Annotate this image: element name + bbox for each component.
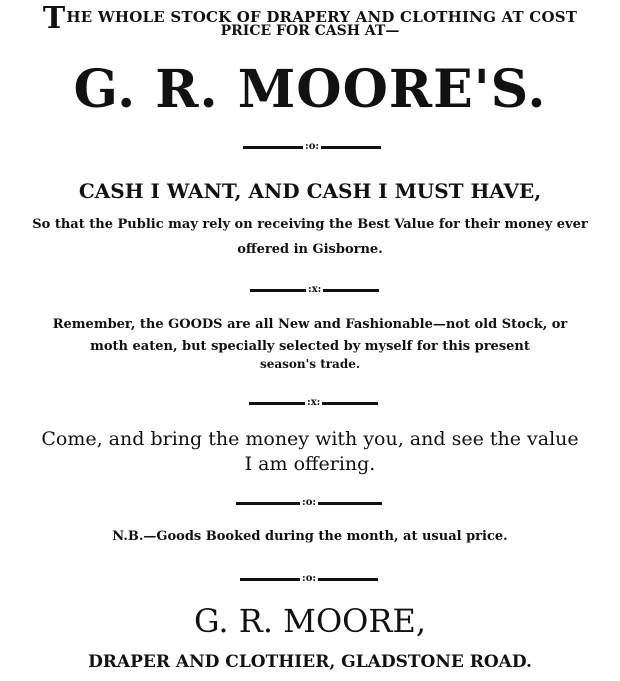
- divider-4: [236, 498, 382, 508]
- divider-1-rule-right: [321, 146, 381, 149]
- store-name: G. R. MOORE'S.: [73, 59, 547, 120]
- divider-4-rule-left: [236, 502, 300, 505]
- divider-3: [249, 398, 378, 408]
- header-line-1-text: HE WHOLE STOCK OF DRAPERY AND CLOTHING AT COST: [66, 8, 578, 26]
- divider-3-rule-left: [249, 402, 305, 405]
- divider-1: [243, 142, 381, 152]
- divider-5-rule-left: [240, 578, 300, 581]
- signature-title: DRAPER AND CLOTHIER, GLADSTONE ROAD.: [88, 652, 532, 672]
- signature-name: G. R. MOORE,: [193, 602, 427, 640]
- section2-line-3: season's trade.: [259, 357, 361, 371]
- divider-5-rule-right: [318, 578, 378, 581]
- divider-5-mark: :o:: [302, 573, 317, 584]
- section1-line-1: So that the Public may rely on receiving the Best Value for their money ever: [32, 217, 588, 232]
- section2-line-2: moth eaten, but specially selected by myself for this present: [90, 339, 530, 354]
- header-dropcap: T: [42, 1, 66, 36]
- divider-2-mark: :x:: [308, 284, 322, 295]
- divider-5: [240, 574, 378, 584]
- header-line-2: PRICE FOR CASH AT—: [220, 23, 400, 39]
- divider-2-rule-left: [250, 289, 306, 292]
- divider-3-mark: :x:: [307, 397, 321, 408]
- divider-1-mark: :o:: [305, 141, 320, 152]
- section3-line-1: Come, and bring the money with you, and see the value: [41, 428, 579, 450]
- divider-2: [250, 285, 379, 295]
- divider-2-rule-right: [323, 289, 379, 292]
- section1-line-2: offered in Gisborne.: [237, 242, 383, 257]
- section3-line-2: I am offering.: [244, 453, 376, 475]
- divider-3-rule-right: [322, 402, 378, 405]
- divider-1-rule-left: [243, 146, 303, 149]
- nb-note: N.B.—Goods Booked during the month, at usual price.: [112, 529, 508, 544]
- section2-line-1: Remember, the GOODS are all New and Fashionable—not old Stock, or: [52, 317, 568, 332]
- section1-heading: CASH I WANT, AND CASH I MUST HAVE,: [78, 179, 542, 203]
- divider-4-mark: :o:: [302, 497, 317, 508]
- divider-4-rule-right: [318, 502, 382, 505]
